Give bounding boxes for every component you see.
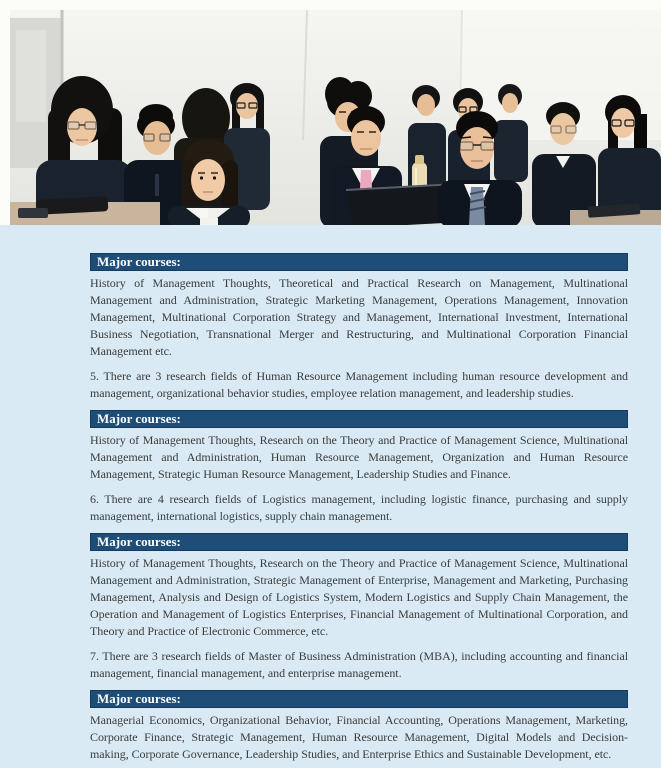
content-panel [0, 225, 661, 768]
major-courses-list-2: History of Management Thoughts, Research on the Theory and Practice of Management Science, Multinational Management and Administration, Human Resource Management, Organization and Human Resource Management, Strategic Human Resource Management, Leadership Studies and Finance. [90, 433, 628, 481]
research-fields-item-6: 6. There are 4 research fields of Logistics management, including logistic finance, purchasing and supply management, international logistics, supply chain management. [90, 492, 628, 523]
major-courses-header-3: Major courses: [90, 533, 628, 551]
major-courses-list-1: History of Management Thoughts, Theoretical and Practical Research on Management, Multinational Management and Administration, Strategic Marketing Management, Operations Management, Innovation Management, Multinational Corporation Strategy and Management, International Investment, International Business Negotiation, Transnational Merger and Restructuring, and Multinational Corporation Financial Management etc. [90, 276, 628, 358]
major-courses-list-3: History of Management Thoughts, Research on the Theory and Practice of Management Science, Multinational Management and Administration, Strategic Management of Enterprise, Management and Marketing, Purchasing Management, Analysis and Design of Logistics System, Modern Logistics and Supply Chain Management, the Operation and Management of Logistics Enterprises, Financial Management of Multinational Corporation, and Theory and Practice of Electronic Commerce, etc. [90, 556, 628, 638]
major-courses-list-4: Managerial Economics, Organizational Behavior, Financial Accounting, Operations Management, Marketing, Corporate Finance, Strategic Management, Human Resource Management, Digital Models and Decision-making, Corporate Governance, Leadership Studies, and Enterprise Ethics and Sustainable Development, etc. [90, 713, 628, 761]
classroom-photo [10, 10, 661, 225]
major-courses-header-1: Major courses: [90, 253, 628, 271]
major-courses-header-2: Major courses: [90, 410, 628, 428]
research-fields-item-5: 5. There are 3 research fields of Human Resource Management including human resource development and management, organizational behavior studies, employee relation management, and leadership studies. [90, 369, 628, 400]
major-courses-header-4: Major courses: [90, 690, 628, 708]
research-fields-item-7: 7. There are 3 research fields of Master of Business Administration (MBA), including accounting and financial management, financial management, and enterprise management. [90, 649, 628, 680]
classroom-photo-illustration [10, 10, 661, 225]
content-column [90, 253, 628, 763]
